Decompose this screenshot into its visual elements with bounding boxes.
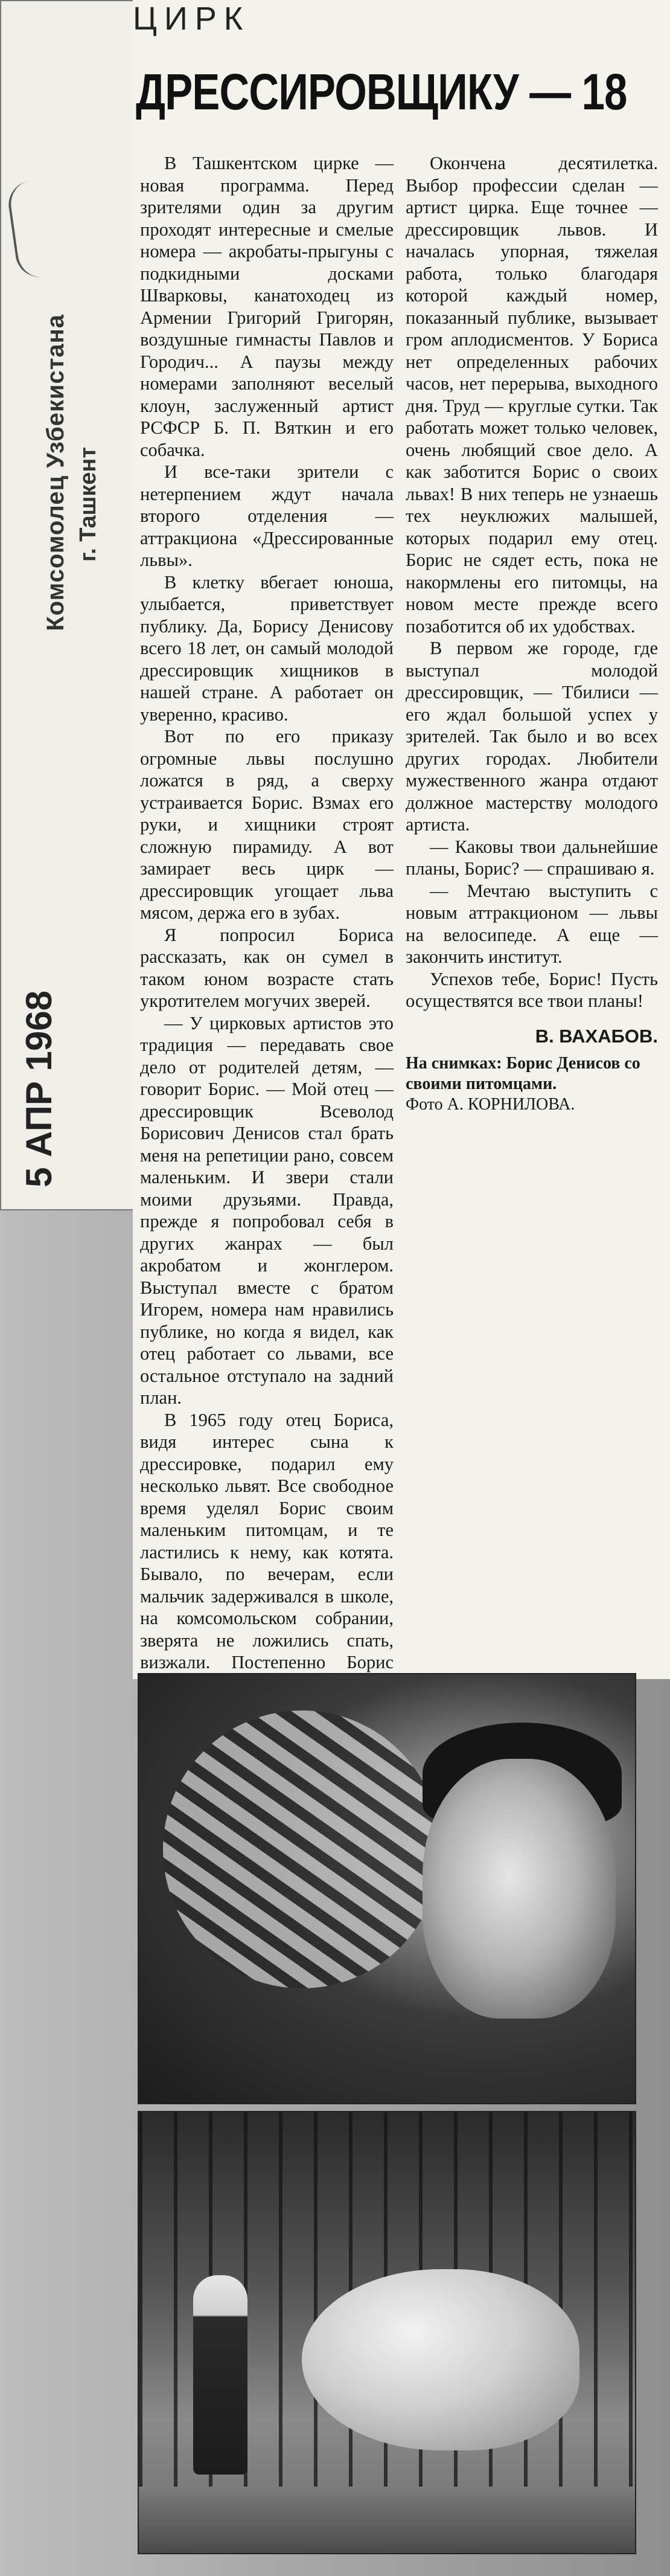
trainer-face <box>423 1759 616 2019</box>
paragraph: Окончена десятилетка. Выбор профессии сделан — артист цирка. Еще точнее — дрессировщик львов. И началась упорная, тяжелая работа, только благодаря которой каждый номер, показанный публике, вызывает гром аплодисментов. У Бориса нет определенных рабочих часов, нет перерыва, выходного дня. Труд — круглые сутки. Так работать может только человек, очень любящий свое дело. А как заботится Борис о своих львах! В них теперь не узнаешь тех неуклюжих малышей, которых подарил ему отец. Борис не сядет есть, пока не накормлены его питомцы, на новом месте прежде всего позаботится об их удобствах. <box>406 153 658 637</box>
archive-stamp <box>0 60 109 1208</box>
paragraph: В первом же городе, где выступал молодой дрессировщик, — Тбилиси — его ждал большой успех у зрителей. Так было и во всех других городах. Любители мужественного жанра отдают должное мастерству молодого артиста. <box>406 638 658 835</box>
caption-text: На снимках: Борис Денисов со своими питомцами. <box>406 1054 640 1093</box>
photo-trainer-with-lion-in-cage <box>138 2111 636 2554</box>
paragraph: — Мечтаю выступить с новым аттракционом — львы на велосипеде. А еще — закончить институт. <box>406 880 658 967</box>
tiger-head <box>163 1710 441 1988</box>
stamp-newspaper-name: Комсомолец Узбекистана <box>42 314 69 631</box>
paragraph: — У цирковых артистов это традиция — передавать свое дело от родителей детям, — говорит Борис. — Мой отец — дрессировщик Всеволод Борисович Денисов стал брать меня на репетиции рано, совсем маленьким. И звери стали моими друзьями. Правда, прежде я попробовал себя в других жанрах — был акробатом и жонглером. Выступал вместе с братом Игорем, номера нам нравились публике, но когда я видел, как отец работает со львами, все остальное отступало на задний план. <box>140 1012 394 1408</box>
rubric: ЦИРК <box>133 1 250 37</box>
article-column-2 <box>406 152 658 1115</box>
byline: В. ВАХАБОВ. <box>535 1025 658 1047</box>
paragraph: Вот по его приказу огромные львы послушно ложатся в ряд, а сверху устраивается Борис. Взмах его руки, и хищники строят сложную пирамиду. А вот замирает весь цирк — дрессировщик угощает льва мясом, держа его в зубах. <box>140 726 394 923</box>
trainer-figure <box>193 2275 247 2475</box>
paragraph: И все-таки зрители с нетерпением ждут начала второго отделения — аттракциона «Дрессированные львы». <box>140 461 394 570</box>
stamp-date: 5 АПР 1968 <box>19 991 59 1187</box>
paragraph: В Ташкентском цирке — новая программа. Перед зрителями один за другим проходят интересные и смелые номера — акробаты-прыгуны с подкидными досками Шварковы, канатоходец из Армении Григорий Григорян, воздушные гимнасты Павлов и Городич... А паузы между номерами заполняют веселый клоун, заслуженный артист РСФСР Б. П. Вяткин и его собачка. <box>140 153 394 460</box>
photo-credit: Фото А. КОРНИЛОВА. <box>406 1095 575 1114</box>
paragraph: В 1965 году отец Бориса, видя интерес сына к дрессировке, подарил ему несколько львят. Все свободное время уделял Борис своим маленьким питомцам, и те ластились к нему, как котята. Бывало, по вечерам, если мальчик задерживался в школе, на комсомольском собрании, зверята не ложились спать, визжали. Постепенно Борис <box>140 1409 394 1672</box>
paragraph: В клетку вбегает юноша, улыбается, приветствует публику. Да, Борису Денисову всего 18 лет, он самый молодой дрессировщик хищников в нашей стране. А работает он уверенно, красиво. <box>140 571 394 725</box>
article-column-1 <box>140 152 394 1718</box>
lion <box>302 2269 579 2450</box>
arena-floor <box>139 2487 635 2553</box>
paragraph: — Каковы твои дальнейшие планы, Борис? — спрашиваю я. <box>406 836 658 879</box>
stamp-city: г. Ташкент <box>75 447 101 562</box>
photo-trainer-with-tiger <box>138 1673 636 2104</box>
headline: ДРЕССИРОВЩИКУ — 18 <box>136 63 627 120</box>
paragraph: Я попросил Бориса рассказать, как он сумел в таком юном возрасте стать укротителем могучих зверей. <box>140 924 394 1011</box>
pencil-mark <box>5 179 57 280</box>
paragraph: Успехов тебе, Борис! Пусть осуществятся все твои планы! <box>406 968 658 1011</box>
photo-caption <box>406 1053 658 1115</box>
